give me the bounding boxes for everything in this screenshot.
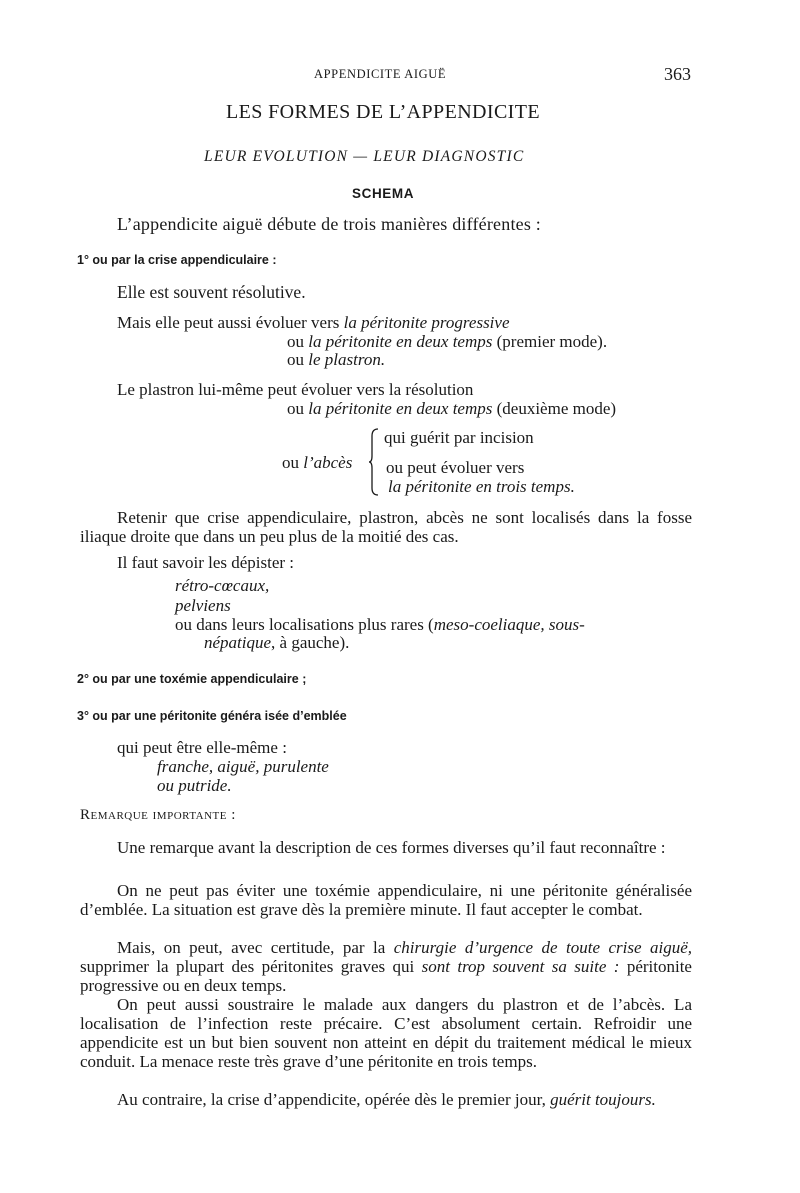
remarque-heading: Remarque importante : [80,807,236,823]
localisation-retro: rétro-cœcaux, [175,576,270,595]
localisation-rares-line [175,615,585,635]
remarque-paragraph-4: On peut aussi soustraire le malade aux dangers du plastron et de l’abcès. La localisation de l’infection reste précaire. C’est absolument certain. Refroidir une appendicite est un but bien souvent non atteint en dépit du traitement médical le mieux conduit. La menace reste très grave d’une péritonite en trois temps. [80,995,692,1071]
ou1-suffix: (premier mode). [492,332,608,351]
ou3-italic: la péritonite en deux temps [308,399,493,418]
p3-c: supprimer la plupart des péritonites graves qui [80,957,422,976]
ou3-prefix: ou [287,399,309,418]
chapter-title: LES FORMES DE L’APPENDICITE [226,101,540,123]
ou2-prefix: ou [287,350,309,369]
p5-a: Au contraire, la crise d’appendicite, opérée dès le premier jour, [117,1090,551,1109]
loc4-suffix: , à gauche). [271,633,350,652]
p3-a: Mais, on peut, avec certitude, par la [117,938,394,957]
loc3-italic: meso-coeliaque, sous- [433,615,585,634]
p3-b: chirurgie d’urgence de toute crise aiguë, [393,938,692,957]
ou3-suffix: (deuxième mode) [492,399,617,418]
abces-label [282,453,352,473]
p3-d: sont trop souvent sa suite : [421,957,620,976]
remarque-paragraph-2: On ne peut pas éviter une toxémie appendiculaire, ni une péritonite généralisée d’emblée. La situation est grave dès la première minute. Il faut accepter le combat. [80,881,692,919]
abces-option-3: la péritonite en trois temps. [388,477,575,496]
localisation-gauche-line [204,633,349,653]
abces-option-1: qui guérit par incision [384,428,534,447]
mais-italic: la péritonite progressive [343,313,510,332]
section1-heading: 1° ou par la crise appendiculaire : [77,253,277,267]
remarque-paragraph-1: Une remarque avant la description de ces formes diverses qu’il faut reconnaître : [117,838,666,857]
curly-brace-icon [369,428,379,496]
section3-line3: ou putride. [157,776,232,795]
section1-ou1-line [287,332,607,352]
page-number: 363 [664,64,691,84]
p3-e: péritonite progressive ou en deux temps. [80,957,692,995]
loc4-italic: népatique [204,633,272,652]
ou1-prefix: ou [287,332,309,351]
abces-prefix: ou [282,453,304,472]
retenir-paragraph: Retenir que crise appendiculaire, plastron, abcès ne sont localisés dans la fosse iliaque droite que dans un peu plus de la moitié des cas. [80,508,692,546]
section3-heading: 3° ou par une péritonite généra isée d’emblée [77,709,347,723]
section2-heading: 2° ou par une toxémie appendiculaire ; [77,672,307,686]
ou1-italic: la péritonite en deux temps [308,332,493,351]
running-title: APPENDICITE AIGUË [314,67,447,81]
remarque-paragraph-5 [80,1090,692,1109]
depister-line: Il faut savoir les dépister : [117,553,295,572]
abces-italic: l’abcès [303,453,353,472]
chapter-subtitle: LEUR EVOLUTION — LEUR DIAGNOSTIC [204,148,525,165]
loc3-prefix: ou dans leurs localisations plus rares ( [175,615,434,634]
section3-line1: qui peut être elle-même : [117,738,287,757]
section1-mais-line [117,313,510,333]
section1-ou3-line [287,399,616,419]
section1-line1: Elle est souvent résolutive. [117,282,306,302]
section3-line2: franche, aiguë, purulente [157,757,329,776]
section1-ou2-line [287,350,385,370]
plastron-line: Le plastron lui-même peut évoluer vers la résolution [117,380,474,399]
intro-line: L’appendicite aiguë débute de trois manières différentes : [117,214,541,234]
schema-heading: SCHEMA [352,186,415,201]
ou2-italic: le plastron. [308,350,386,369]
remarque-paragraph-3 [80,938,692,995]
localisation-pelviens: pelviens [175,596,231,615]
abces-option-2: ou peut évoluer vers [386,458,525,477]
mais-prefix: Mais elle peut aussi évoluer vers [117,313,344,332]
p5-b: guérit toujours. [550,1090,656,1109]
